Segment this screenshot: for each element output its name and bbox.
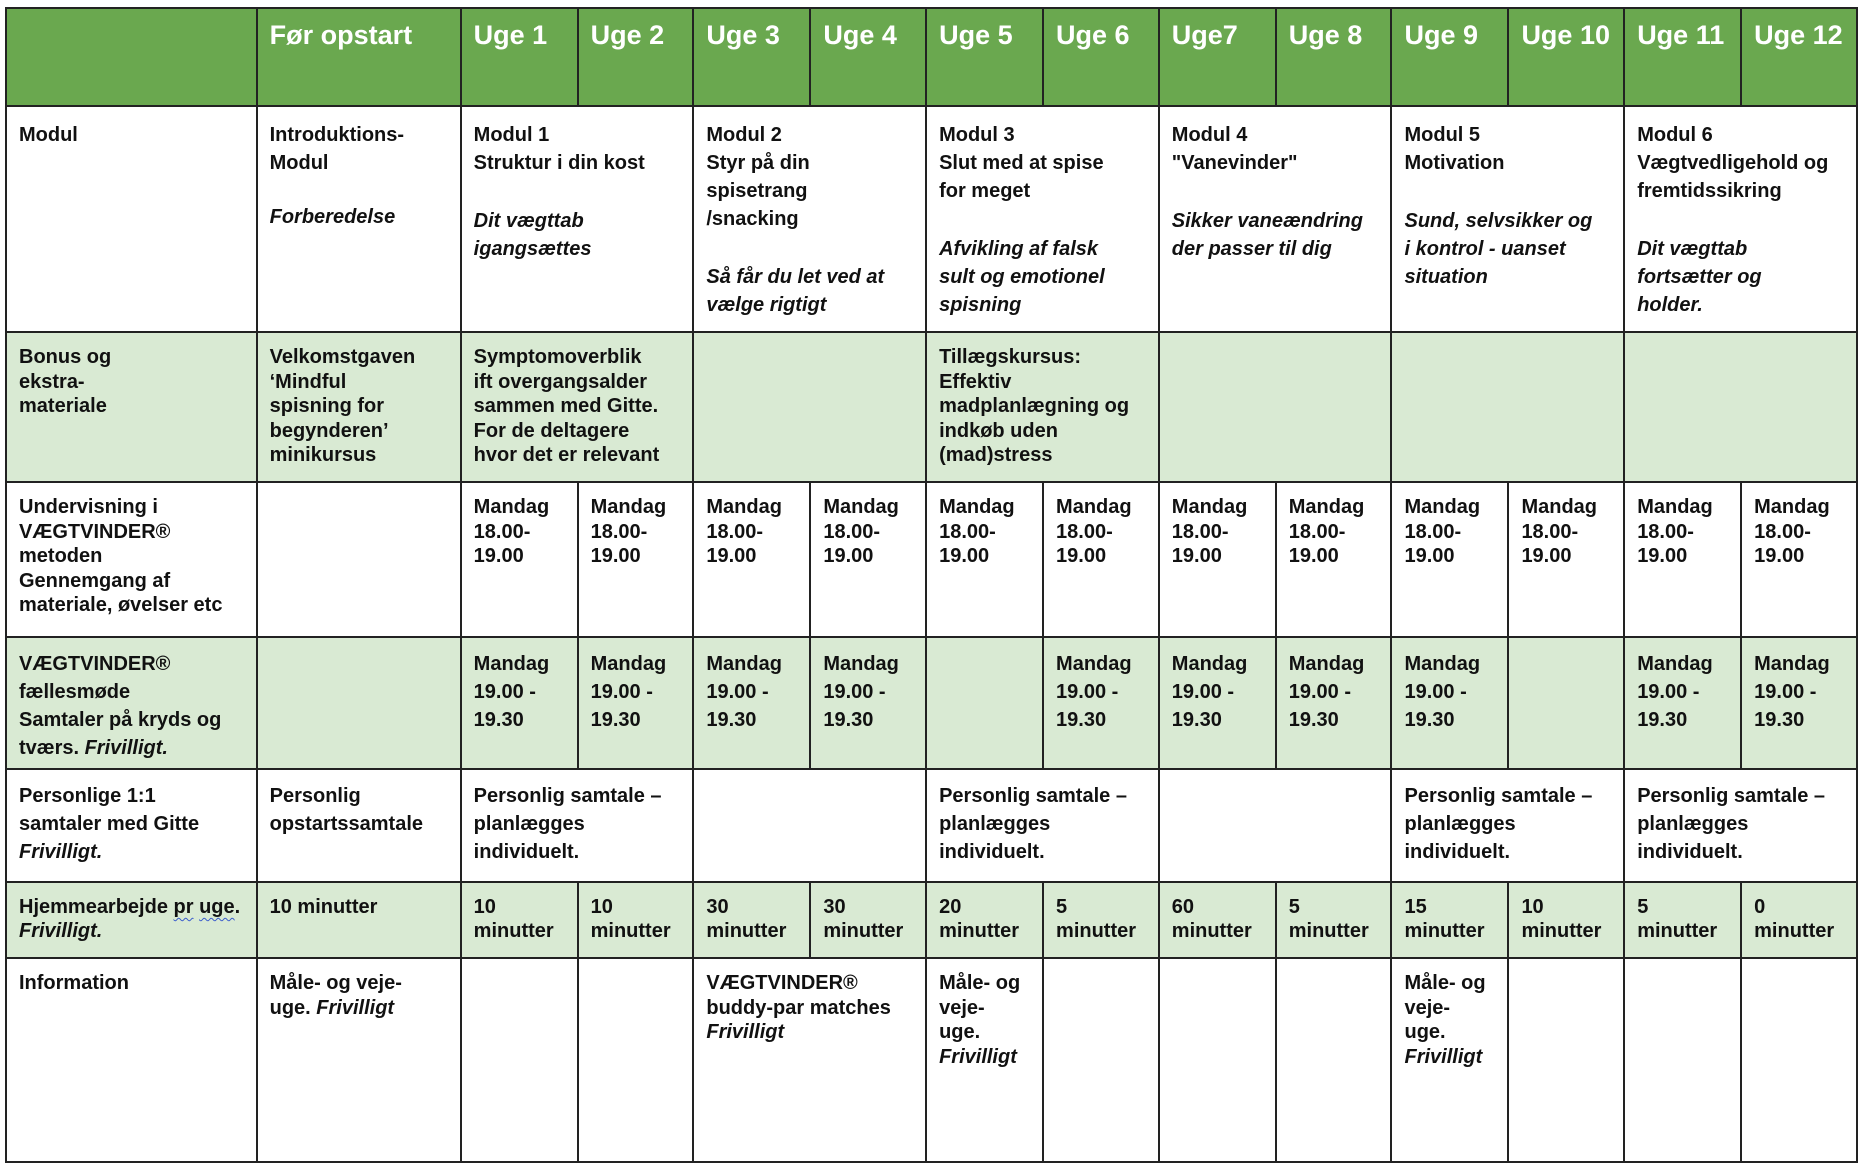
cell-line: Mandag	[473, 653, 550, 675]
cell-personlige-m1	[461, 769, 694, 882]
cell-module-5	[1391, 106, 1624, 332]
cell-line: 19.00	[1171, 545, 1222, 567]
cell-line-italic: vælge rigtigt	[706, 294, 827, 316]
cell-line: 19.30	[1288, 709, 1339, 731]
cell-module-2	[693, 106, 926, 332]
cell-line: Mandag	[706, 496, 782, 518]
cell-line: for meget	[939, 180, 1031, 202]
cell-line: 19.00	[473, 545, 524, 567]
cell-information-for	[257, 958, 461, 1162]
cell-hjemmearbejde-week-5	[926, 882, 1043, 958]
cell-line: Måle- og	[939, 972, 1021, 994]
cell-line: Tillægskursus:	[939, 346, 1081, 368]
cell-information-week-1	[461, 958, 578, 1162]
row-personlige	[6, 769, 1857, 882]
cell-line: 19.30	[1171, 709, 1222, 731]
cell-intro-module	[257, 106, 461, 332]
header-row	[6, 8, 1857, 106]
cell-text: uge.	[269, 996, 317, 1019]
header-week-5: Uge 5	[926, 8, 1043, 106]
cell-line: Gennemgang af	[19, 569, 171, 592]
cell-line: opstartssamtale	[269, 813, 424, 835]
cell-line: 60	[1171, 896, 1195, 918]
cell-hjemmearbejde-week-6	[1043, 882, 1159, 958]
cell-line: Mandag	[1637, 653, 1713, 675]
cell-line: planlægges	[1404, 813, 1516, 835]
cell-personlige-m3	[926, 769, 1159, 882]
cell-line: Modul 6	[1637, 124, 1713, 146]
cell-line: veje-	[1404, 996, 1451, 1019]
cell-line: 19.30	[590, 709, 641, 731]
cell-line: veje-	[939, 996, 985, 1019]
cell-information-week-12	[1741, 958, 1857, 1162]
cell-line: Struktur i din kost	[473, 152, 645, 174]
cell-line: 18.00-	[706, 520, 764, 543]
header-week-10: Uge 10	[1508, 8, 1624, 106]
cell-line: spisetrang	[706, 180, 808, 202]
cell-line: Personlig samtale –	[1404, 785, 1593, 807]
cell-bonus-m5	[1391, 332, 1624, 482]
cell-line: Mandag	[823, 653, 899, 675]
cell-line: Mandag	[706, 653, 782, 675]
cell-line: 19.30	[1754, 709, 1805, 731]
header-week-2: Uge 2	[578, 8, 694, 106]
cell-line: 5	[1056, 896, 1068, 918]
header-week-12: Uge 12	[1741, 8, 1857, 106]
cell-line: VÆGTVINDER®	[19, 520, 171, 543]
cell-line: Mandag	[1637, 496, 1713, 518]
cell-line: Mandag	[1288, 496, 1365, 518]
cell-line-italic: fortsætter og	[1637, 266, 1762, 288]
cell-line: Bonus og	[19, 346, 112, 368]
cell-text: tværs.	[19, 737, 85, 759]
cell-line: 19.00 -	[1754, 681, 1817, 703]
cell-line-italic: Afvikling af falsk	[939, 238, 1099, 260]
cell-faellesmode-week	[810, 637, 926, 769]
cell-hjemmearbejde-week-4	[810, 882, 926, 958]
cell-line: Mandag	[1171, 653, 1248, 675]
cell-faellesmode-week	[1741, 637, 1857, 769]
cell-faellesmode-week	[578, 637, 694, 769]
cell-line: Modul	[269, 152, 329, 174]
header-week-7: Uge7	[1159, 8, 1276, 106]
cell-line: Samtaler på kryds og	[19, 709, 222, 731]
cell-text-italic: Frivilligt.	[19, 920, 103, 942]
program-schedule-table	[5, 7, 1858, 1163]
cell-line: 18.00-	[590, 520, 648, 543]
cell-line: Styr på din	[706, 152, 810, 174]
cell-information-week-8	[1276, 958, 1392, 1162]
cell-line: (mad)stress	[939, 444, 1053, 466]
cell-line: For de deltagere	[473, 419, 630, 442]
cell-line: /snacking	[706, 208, 799, 230]
cell-undervisning-week	[461, 482, 578, 637]
cell-line: Mandag	[823, 496, 899, 518]
cell-line: Mandag	[1521, 496, 1597, 518]
cell-line: Undervisning i	[19, 496, 158, 518]
cell-line-italic: Sund, selvsikker og	[1404, 210, 1593, 232]
cell-module-3	[926, 106, 1159, 332]
cell-line: Modul 2	[706, 124, 782, 146]
cell-line: uge.	[939, 1021, 981, 1043]
cell-line: Mandag	[1056, 496, 1132, 518]
header-week-1: Uge 1	[461, 8, 578, 106]
cell-line: 19.30	[1056, 709, 1107, 731]
cell-undervisning-week	[926, 482, 1043, 637]
cell-line: Mandag	[1056, 653, 1132, 675]
cell-faellesmode-week	[1043, 637, 1159, 769]
cell-line-italic: sult og emotionel	[939, 266, 1105, 288]
cell-line: individuelt.	[1404, 841, 1511, 863]
cell-line-italic: Forberedelse	[269, 206, 396, 228]
cell-line: 19.00 -	[590, 681, 653, 703]
cell-line: minutter	[939, 920, 1020, 942]
cell-line: 19.00	[1288, 545, 1339, 567]
cell-line: Introduktions-	[269, 124, 405, 146]
cell-line: 30	[823, 896, 846, 918]
cell-line: 10	[590, 896, 613, 918]
cell-line: 19.30	[1404, 709, 1455, 731]
cell-faellesmode-week	[1159, 637, 1276, 769]
cell-undervisning-week	[810, 482, 926, 637]
cell-line: minutter	[590, 920, 671, 942]
cell-line: Modul 5	[1404, 124, 1481, 146]
cell-line: 19.30	[473, 709, 524, 731]
cell-line-italic: Dit vægttab	[473, 210, 584, 232]
cell-bonus-m3	[926, 332, 1159, 482]
cell-line: Personlig samtale –	[473, 785, 662, 807]
cell-line: VÆGTVINDER®	[706, 972, 858, 994]
cell-line: 19.00	[939, 545, 990, 567]
cell-line: Effektiv	[939, 370, 1012, 393]
cell-bonus-m2	[693, 332, 926, 482]
cell-text-italic: Frivilligt.	[84, 737, 168, 759]
cell-line: materiale, øvelser etc	[19, 594, 223, 616]
cell-line: planlægges	[939, 813, 1051, 835]
cell-line: 19.30	[823, 709, 874, 731]
cell-line: minutter	[1404, 920, 1485, 942]
cell-line: minutter	[706, 920, 787, 942]
cell-text-spellcheck: uge	[199, 896, 235, 918]
cell-hjemmearbejde-week-2	[578, 882, 694, 958]
cell-line-italic: spisning	[939, 294, 1022, 316]
cell-hjemmearbejde-for: 10 minutter	[257, 882, 461, 958]
cell-information-week-10	[1508, 958, 1624, 1162]
cell-line: 19.00 -	[706, 681, 769, 703]
cell-information-m2	[693, 958, 926, 1162]
row-hjemmearbejde	[6, 882, 1857, 958]
cell-line: 10	[1521, 896, 1544, 918]
cell-undervisning-week	[1741, 482, 1857, 637]
cell-line: minutter	[823, 920, 904, 942]
cell-undervisning-week	[1391, 482, 1508, 637]
row-modul	[6, 106, 1857, 332]
cell-line: Personlig samtale –	[1637, 785, 1826, 807]
cell-undervisning-week	[1159, 482, 1276, 637]
cell-line-italic: Frivilligt	[706, 1021, 785, 1043]
cell-line: Mandag	[590, 653, 667, 675]
cell-line-italic: igangsættes	[473, 238, 592, 260]
cell-information-week-2	[578, 958, 694, 1162]
cell-line: Personlig samtale –	[939, 785, 1127, 807]
row-label-faellesmode	[6, 637, 257, 769]
row-faellesmode	[6, 637, 1857, 769]
cell-bonus-m4	[1159, 332, 1392, 482]
cell-undervisning-for	[257, 482, 461, 637]
cell-information-week-6	[1043, 958, 1159, 1162]
cell-line: fællesmøde	[19, 681, 131, 703]
cell-line: 18.00-	[1521, 520, 1579, 543]
cell-line: individuelt.	[473, 841, 580, 863]
cell-line: minutter	[1637, 920, 1718, 942]
cell-line: sammen med Gitte.	[473, 395, 659, 417]
header-week-3: Uge 3	[693, 8, 810, 106]
header-week-8: Uge 8	[1276, 8, 1392, 106]
cell-hjemmearbejde-week-3	[693, 882, 810, 958]
cell-line: 19.00	[823, 545, 874, 567]
cell-line: hvor det er relevant	[473, 444, 660, 466]
cell-line: minutter	[1754, 920, 1835, 942]
cell-line-italic: situation	[1404, 266, 1488, 288]
cell-undervisning-week	[1276, 482, 1392, 637]
cell-line: uge.	[1404, 1021, 1446, 1043]
header-for-opstart: Før opstart	[257, 8, 461, 106]
cell-line: 19.00	[1754, 545, 1805, 567]
cell-line: Motivation	[1404, 152, 1505, 174]
cell-line: individuelt.	[1637, 841, 1743, 863]
cell-line: planlægges	[473, 813, 585, 835]
row-label-personlige	[6, 769, 257, 882]
cell-line: Mandag	[1171, 496, 1248, 518]
header-week-9: Uge 9	[1391, 8, 1508, 106]
cell-line-italic: Sikker vaneændring	[1171, 210, 1363, 232]
cell-module-4	[1159, 106, 1392, 332]
cell-faellesmode-for	[257, 637, 461, 769]
cell-information-week-5	[926, 958, 1043, 1162]
cell-line: Modul 4	[1171, 124, 1248, 146]
cell-text: Hjemmearbejde	[19, 896, 174, 918]
cell-line: 19.00	[1056, 545, 1107, 567]
cell-line: begynderen’	[269, 419, 389, 442]
cell-hjemmearbejde-week-9	[1391, 882, 1508, 958]
cell-line: 18.00-	[1404, 520, 1462, 543]
cell-line-italic: holder.	[1637, 294, 1703, 316]
cell-line: Mandag	[1404, 653, 1481, 675]
cell-information-week-11	[1624, 958, 1741, 1162]
cell-line: minutter	[1288, 920, 1369, 942]
cell-line: minutter	[1171, 920, 1252, 942]
cell-line: 19.00 -	[823, 681, 886, 703]
cell-text-italic: Frivilligt	[316, 996, 395, 1019]
cell-line: 5	[1288, 896, 1300, 918]
header-week-4: Uge 4	[810, 8, 926, 106]
cell-line: Vægtvedligehold og	[1637, 152, 1829, 174]
cell-line: planlægges	[1637, 813, 1749, 835]
cell-line: 18.00-	[1171, 520, 1229, 543]
cell-bonus-for	[257, 332, 461, 482]
cell-line: Mandag	[1754, 496, 1830, 518]
row-label-bonus	[6, 332, 257, 482]
cell-line: Mandag	[1288, 653, 1365, 675]
cell-line: Slut med at spise	[939, 152, 1104, 174]
row-information	[6, 958, 1857, 1162]
cell-bonus-m1	[461, 332, 694, 482]
cell-line: Mandag	[473, 496, 550, 518]
cell-line: minutter	[1521, 920, 1602, 942]
cell-line: Symptomoverblik	[473, 346, 642, 368]
row-label-undervisning	[6, 482, 257, 637]
cell-faellesmode-week	[1276, 637, 1392, 769]
cell-line: minutter	[1056, 920, 1137, 942]
cell-hjemmearbejde-week-1	[461, 882, 578, 958]
cell-line: 19.30	[706, 709, 757, 731]
cell-line: Måle- og veje-	[269, 972, 402, 994]
cell-line: minutter	[473, 920, 554, 942]
cell-line: 10	[473, 896, 496, 918]
cell-line: materiale	[19, 395, 107, 417]
cell-information-week-9	[1391, 958, 1508, 1162]
cell-line: 19.00	[1521, 545, 1572, 567]
cell-line: 19.00 -	[1637, 681, 1700, 703]
cell-personlige-m4	[1159, 769, 1392, 882]
cell-line: 20	[939, 896, 962, 918]
cell-hjemmearbejde-week-10	[1508, 882, 1624, 958]
cell-undervisning-week	[693, 482, 810, 637]
cell-module-1	[461, 106, 694, 332]
cell-faellesmode-week	[693, 637, 810, 769]
cell-line-mixed	[270, 996, 448, 1021]
cell-line: indkøb uden	[939, 419, 1058, 442]
cell-line: fremtidssikring	[1637, 180, 1782, 202]
cell-line: ‘Mindful	[269, 370, 347, 393]
cell-line: ekstra-	[19, 370, 85, 393]
header-week-6: Uge 6	[1043, 8, 1159, 106]
cell-line: 18.00-	[823, 520, 881, 543]
cell-text: .	[234, 896, 241, 918]
cell-line-italic: i kontrol - uanset	[1404, 238, 1566, 260]
cell-line: madplanlægning og	[939, 395, 1130, 417]
cell-personlige-m6	[1624, 769, 1857, 882]
row-label-information: Information	[6, 958, 257, 1162]
cell-hjemmearbejde-week-11	[1624, 882, 1741, 958]
cell-line: 18.00-	[1288, 520, 1346, 543]
cell-line: 19.00	[706, 545, 757, 567]
cell-line: 0	[1754, 896, 1766, 918]
cell-line: 5	[1637, 896, 1649, 918]
cell-undervisning-week	[1508, 482, 1624, 637]
cell-faellesmode-week	[1624, 637, 1741, 769]
cell-faellesmode-week	[1391, 637, 1508, 769]
cell-line: "Vanevinder"	[1171, 152, 1298, 174]
cell-line: individuelt.	[939, 841, 1045, 863]
cell-line: Mandag	[590, 496, 667, 518]
cell-line-italic: Dit vægttab	[1637, 238, 1748, 260]
cell-line: spisning for	[269, 395, 385, 417]
cell-line: Måle- og	[1404, 972, 1486, 994]
cell-line: Modul 1	[473, 124, 550, 146]
cell-line: 30	[706, 896, 729, 918]
cell-line-italic: der passer til dig	[1171, 238, 1332, 260]
cell-undervisning-week	[1043, 482, 1159, 637]
cell-line: minikursus	[269, 444, 377, 466]
header-corner	[6, 8, 257, 106]
row-label-modul: Modul	[6, 106, 257, 332]
cell-line: Modul 3	[939, 124, 1015, 146]
cell-line: metoden	[19, 545, 103, 567]
cell-bonus-m6	[1624, 332, 1857, 482]
cell-line: 19.00 -	[1056, 681, 1119, 703]
cell-line: 18.00-	[1754, 520, 1811, 543]
cell-faellesmode-week-empty	[926, 637, 1043, 769]
cell-line: 19.30	[1637, 709, 1688, 731]
cell-line: 19.00	[1404, 545, 1455, 567]
cell-line-italic: Frivilligt.	[19, 841, 103, 863]
cell-personlige-for	[257, 769, 461, 882]
cell-line: Mandag	[939, 496, 1015, 518]
row-undervisning	[6, 482, 1857, 637]
cell-line: Mandag	[1754, 653, 1830, 675]
cell-line: samtaler med Gitte	[19, 813, 200, 835]
row-bonus	[6, 332, 1857, 482]
header-week-11: Uge 11	[1624, 8, 1741, 106]
cell-line: Personlige 1:1	[19, 785, 156, 807]
cell-hjemmearbejde-week-7	[1159, 882, 1276, 958]
cell-line: 18.00-	[1056, 520, 1113, 543]
cell-hjemmearbejde-week-12	[1741, 882, 1857, 958]
cell-line: Personlig	[269, 785, 361, 807]
cell-line: Velkomstgaven	[269, 346, 416, 368]
row-label-hjemmearbejde	[6, 882, 257, 958]
cell-faellesmode-week	[461, 637, 578, 769]
cell-module-6	[1624, 106, 1857, 332]
cell-line: VÆGTVINDER®	[19, 653, 171, 675]
cell-line-italic: Så får du let ved at	[706, 266, 885, 288]
cell-line-mixed	[19, 734, 244, 762]
cell-hjemmearbejde-week-8	[1276, 882, 1392, 958]
cell-information-week-7	[1159, 958, 1276, 1162]
cell-text-spellcheck: pr	[173, 896, 194, 918]
cell-line: 19.00	[1637, 545, 1688, 567]
cell-line: Mandag	[1404, 496, 1481, 518]
cell-line-italic: Frivilligt	[1404, 1045, 1483, 1068]
cell-line: 19.00 -	[1171, 681, 1235, 703]
cell-undervisning-week	[1624, 482, 1741, 637]
cell-line: 19.00 -	[1404, 681, 1467, 703]
cell-personlige-m2	[693, 769, 926, 882]
cell-faellesmode-week-empty	[1508, 637, 1624, 769]
cell-line: buddy-par matches	[706, 996, 891, 1019]
cell-line: 19.00 -	[1288, 681, 1351, 703]
cell-line-italic: Frivilligt	[939, 1045, 1017, 1068]
cell-line: ift overgangsalder	[473, 370, 648, 393]
cell-line: 18.00-	[939, 520, 996, 543]
cell-line: 15	[1404, 896, 1427, 918]
cell-line: 19.00 -	[473, 681, 536, 703]
cell-line: 18.00-	[1637, 520, 1694, 543]
cell-personlige-m5	[1391, 769, 1624, 882]
cell-undervisning-week	[578, 482, 694, 637]
cell-line: 18.00-	[473, 520, 531, 543]
cell-line: 19.00	[590, 545, 641, 567]
